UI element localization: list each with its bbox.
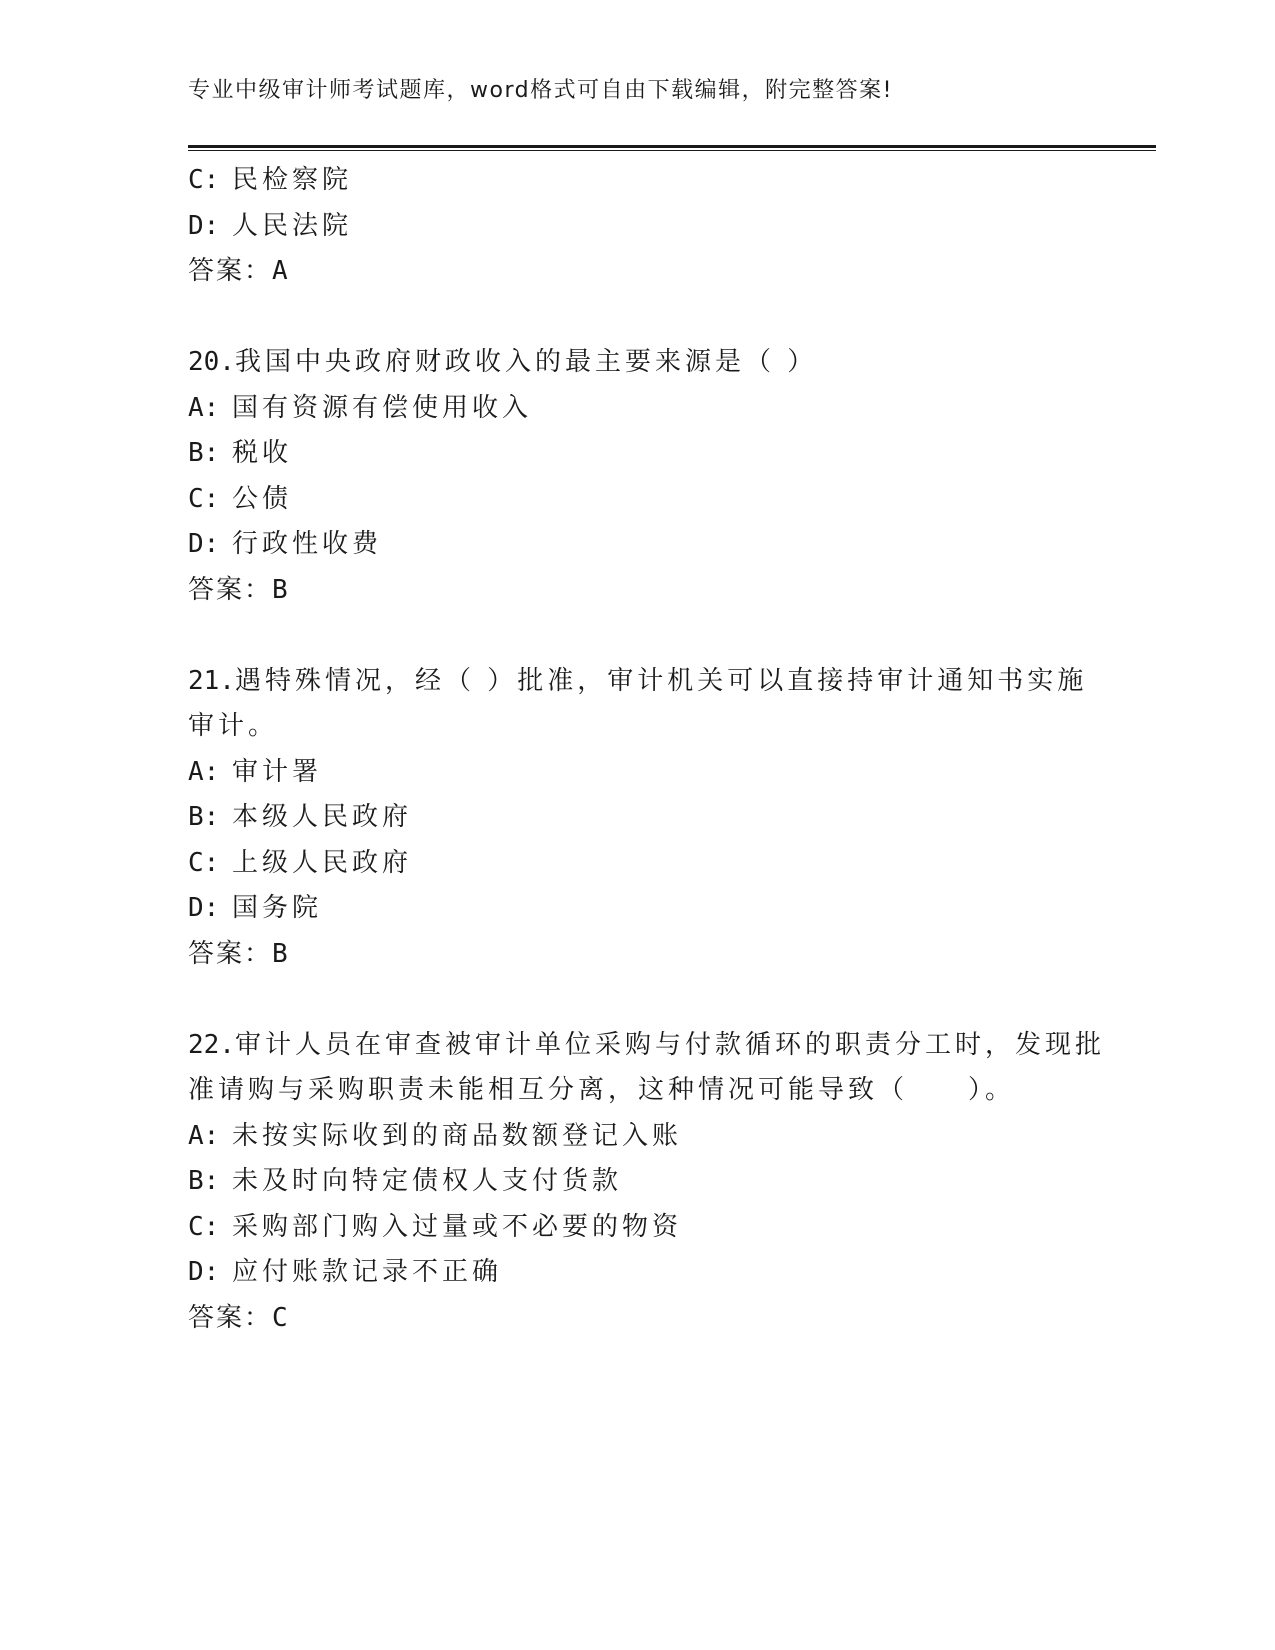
option-text: 采购部门购入过量或不必要的物资 — [232, 1211, 683, 1242]
option-a — [188, 1114, 1088, 1160]
question-block-22 — [188, 1023, 1105, 1342]
answer-line — [188, 568, 1088, 614]
option-letter: C: — [188, 1211, 220, 1242]
question-text — [188, 659, 1088, 705]
question-line: 遇特殊情况，经（ ）批准，审计机关可以直接持审计通知书实施 — [234, 665, 1088, 696]
question-text-cont — [188, 704, 1088, 750]
option-text: 民检察院 — [232, 165, 353, 195]
option-d — [188, 204, 1088, 250]
question-block-20 — [188, 340, 1088, 613]
option-text: 国务院 — [232, 893, 323, 923]
option-text: 未及时向特定债权人支付货款 — [232, 1166, 623, 1196]
option-text: 本级人民政府 — [232, 802, 413, 832]
option-letter: B: — [188, 1166, 220, 1196]
question-number: 22. — [188, 1029, 235, 1060]
option-c — [188, 841, 1088, 887]
option-text: 审计署 — [232, 756, 323, 787]
option-d — [188, 886, 1088, 932]
option-letter: D: — [188, 893, 220, 923]
answer-label: 答案： — [188, 1302, 273, 1333]
answer-label: 答案： — [188, 574, 273, 605]
spacer — [188, 613, 1088, 659]
option-b — [188, 431, 1088, 477]
answer-value: C — [272, 1302, 290, 1333]
option-text: 税收 — [232, 438, 293, 468]
answer-line — [188, 932, 1088, 978]
spacer — [188, 295, 1088, 341]
answer-value: B — [272, 938, 290, 969]
option-c — [188, 1205, 1088, 1251]
option-a — [188, 750, 1088, 796]
question-line: 我国中央政府财政收入的最主要来源是（ ） — [234, 347, 818, 377]
option-letter: D: — [188, 1257, 220, 1287]
question-line: 准请购与采购职责未能相互分离，这种情况可能导致（ ）。 — [188, 1075, 1016, 1105]
option-letter: A: — [188, 392, 220, 423]
option-letter: D: — [188, 529, 220, 559]
option-letter: C: — [188, 483, 220, 514]
question-text — [188, 1023, 1105, 1069]
option-letter: D: — [188, 210, 220, 241]
question-text-cont — [188, 1068, 1088, 1114]
question-block-19 — [188, 158, 1088, 295]
option-text: 应付账款记录不正确 — [232, 1257, 503, 1287]
question-number: 20. — [188, 347, 235, 377]
answer-value: A — [272, 256, 290, 286]
option-letter: A: — [188, 756, 220, 787]
option-letter: A: — [188, 1120, 220, 1151]
question-number: 21. — [188, 665, 235, 696]
question-line: 审计人员在审查被审计单位采购与付款循环的职责分工时，发现批 — [234, 1029, 1105, 1060]
question-line: 审计。 — [188, 711, 279, 741]
option-text: 上级人民政府 — [232, 847, 413, 878]
answer-label: 答案： — [188, 938, 273, 969]
page-header: 专业中级审计师考试题库，word格式可自由下载编辑，附完整答案! — [188, 78, 893, 103]
option-d — [188, 522, 1088, 568]
header-rule-thin — [188, 150, 1156, 151]
answer-label: 答案： — [188, 256, 273, 286]
option-text: 行政性收费 — [232, 529, 383, 559]
option-letter: B: — [188, 438, 220, 468]
option-d — [188, 1250, 1088, 1296]
question-list — [188, 158, 1105, 1341]
answer-line — [188, 1296, 1088, 1342]
answer-value: B — [272, 574, 290, 605]
question-text — [188, 340, 1088, 386]
option-b — [188, 1159, 1088, 1205]
option-a — [188, 386, 1088, 432]
option-c — [188, 477, 1088, 523]
option-letter: C: — [188, 847, 220, 878]
option-text: 未按实际收到的商品数额登记入账 — [232, 1120, 683, 1151]
spacer — [188, 977, 1088, 1023]
option-c — [188, 158, 1088, 204]
option-text: 国有资源有偿使用收入 — [232, 392, 533, 423]
answer-line — [188, 249, 1088, 295]
option-text: 人民法院 — [232, 210, 353, 241]
header-rule-thick — [188, 145, 1156, 148]
option-letter: B: — [188, 802, 220, 832]
option-b — [188, 795, 1088, 841]
question-block-21 — [188, 659, 1088, 978]
option-text: 公债 — [232, 483, 293, 514]
option-letter: C: — [188, 165, 220, 195]
